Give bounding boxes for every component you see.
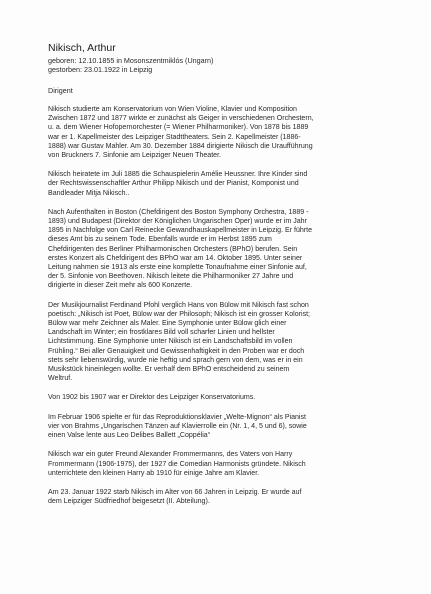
paragraph-line: Musikstück hineinlegen wollte. Er verhalf dem BPhO entscheidend zu seinem xyxy=(48,366,290,374)
biography-content xyxy=(48,42,398,506)
paragraph-line: poetisch: „Nikisch ist Poet, Bülow war der Philosoph; Nikisch ist ein grosser Kolorist; xyxy=(48,310,311,318)
death-info: gestorben: 23.01.1922 in Leipzig xyxy=(48,65,153,74)
paragraph-line: dieses Amt bis zu seinem Tode. Ebenfalls wurde er im Herbst 1895 zum xyxy=(48,236,272,244)
paragraph-line: der Rechtswissenschaftler Arthur Philipp Nikisch und der Pianist, Komponist und xyxy=(48,180,299,188)
paragraph-line: Am 23. Januar 1922 starb Nikisch im Alter von 66 Jahren in Leipzig. Er wurde auf xyxy=(48,488,302,496)
paragraph-line: einen Valse lente aus Leo Delibes Ballett „Coppélia“ xyxy=(48,432,211,440)
paragraph-line: Der Musikjournalist Ferdinand Pfohl verglich Hans von Bülow mit Nikisch fast schon xyxy=(48,301,309,309)
paragraph-line: dem Leipziger Südfriedhof beigesetzt (II. Abteilung). xyxy=(48,498,210,506)
birth-info: geboren: 12.10.1855 in Mosonszentmiklós (Ungarn) xyxy=(48,56,214,65)
biography-paragraph xyxy=(48,301,398,384)
paragraph-line: Im Februar 1906 spielte er für das Reproduktionsklavier „Welte-Mignon“ als Pianist xyxy=(48,413,306,421)
biography-paragraph xyxy=(48,208,398,291)
paragraph-line: 1895 in Nachfolge von Carl Reinecke Gewandhauskapellmeister in Leipzig. Er führte xyxy=(48,227,313,235)
paragraph-line: Nikisch war ein guter Freund Alexander Frommermanns, des Vaters von Harry xyxy=(48,451,293,459)
biography-paragraph xyxy=(48,170,398,198)
paragraph-line: dirigierte in dieser Zeit mehr als 600 Konzerte. xyxy=(48,282,193,290)
paragraph-line: Nach Aufenthalten in Boston (Chefdirigent des Boston Symphony Orchestra, 1889 - xyxy=(48,208,309,216)
paragraph-line: von Bruckners 7. Sinfonie am Leipziger Neuen Theater. xyxy=(48,152,222,160)
paragraph-line: Leitung nahmen sie 1913 als erste eine komplette Tonaufnahme einer Sinfonie auf, xyxy=(48,264,307,272)
paragraph-line: war er 1. Kapellmeister des Leipziger Stadttheaters. Sein 2. Kapellmeister (1886- xyxy=(48,133,301,141)
paragraph-line: Nikisch heiratete im Juli 1885 die Schauspielerin Amélie Heussner. Ihre Kinder sind xyxy=(48,171,308,179)
paragraph-line: Landschaft im Winter; ein frostklares Bild voll scharfer Linien und hellster xyxy=(48,329,275,337)
paragraph-line: stets sehr liebenswürdig, wurde nie heftig und sprach gern von dem, was er in ein xyxy=(48,356,303,364)
paragraph-line: 1893) und Budapest (Direktor der Königlichen Ungarischen Oper) wurde er im Jahr xyxy=(48,218,307,226)
biography-paragraph xyxy=(48,450,398,478)
biography-paragraph xyxy=(48,413,398,441)
biography-body xyxy=(48,105,398,506)
paragraph-line: Zwischen 1872 und 1877 wirkte er zunächst als Geiger in verschiedenen Orchestern, xyxy=(48,115,314,123)
paragraph-line: Bandleader Mitja Nikisch.. xyxy=(48,189,130,197)
paragraph-line: Frommermann (1906-1975), der 1927 die Comedian Harmonists gründete. Nikisch xyxy=(48,460,306,468)
paragraph-line: Bülow war mehr Zeichner als Maler. Eine Symphonie unter Bülow glich einer xyxy=(48,320,287,328)
person-name-heading: Nikisch, Arthur xyxy=(48,42,116,54)
paragraph-line: Nikisch studierte am Konservatorium von Wien Violine, Klavier und Komposition xyxy=(48,106,297,113)
biography-paragraph xyxy=(48,488,398,506)
paragraph-line: Lichtstimmung. Eine Symphonie unter Nikisch ist ein Landschaftsbild im vollen xyxy=(48,338,293,346)
biography-paragraph xyxy=(48,105,398,160)
paragraph-line: Weltruf. xyxy=(48,375,73,383)
paragraph-line: Chefdirigenten des Berliner Philharmonischen Orchesters (BPhO) berufen. Sein xyxy=(48,245,298,253)
paragraph-line: u. a. dem Wiener Hofopernorchester (= Wiener Philharmoniker). Von 1878 bis 1889 xyxy=(48,124,309,132)
paragraph-line: Frühling.“ Bei aller Genauigkeit und Gewissenhaftigkeit in den Proben war er doch xyxy=(48,347,305,355)
biography-paragraph xyxy=(48,393,398,402)
paragraph-line: 1888) war Gustav Mahler. Am 30. Dezember 1884 dirigierte Nikisch die Uraufführung xyxy=(48,142,313,150)
paragraph-line: der 5. Sinfonie von Beethoven. Nikisch leitete die Philharmoniker 27 Jahre und xyxy=(48,273,294,281)
paragraph-line: vier von Brahms „Ungarischen Tänzen auf Klavierrolle ein (Nr. 1, 4, 5 und 6), sowie xyxy=(48,422,307,430)
paragraph-line: Von 1902 bis 1907 war er Direktor des Leipziger Konservatoriums. xyxy=(48,394,256,402)
profession-label: Dirigent xyxy=(48,86,73,95)
paragraph-line: unterrichtete den kleinen Harry ab 1910 für einige Jahre am Klavier. xyxy=(48,469,260,477)
paragraph-line: erstes Konzert als Chefdirigent des BPhO war am 14. Oktober 1895. Unter seiner xyxy=(48,254,303,262)
